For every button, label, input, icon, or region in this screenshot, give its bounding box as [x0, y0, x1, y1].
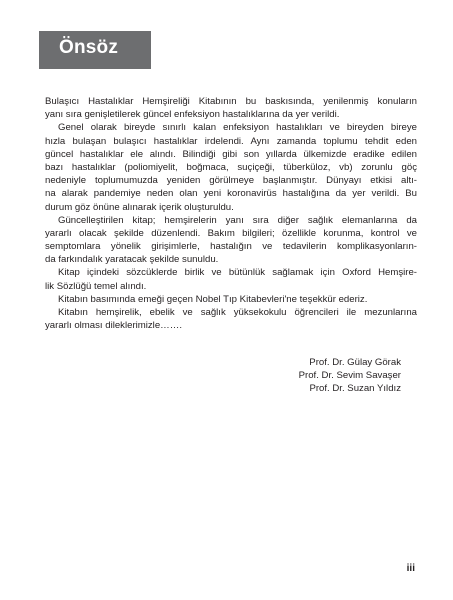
- text-line: da farkındalık yaratacak şekilde sunuldu.: [45, 254, 219, 266]
- author-name: Prof. Dr. Gülay Görak: [309, 357, 401, 368]
- page-heading: Önsöz: [59, 37, 119, 58]
- text-line: Güncelleştirilen kitap; hemşirelerin yanı sıra diğer sağlık elemanlarına da: [58, 214, 417, 226]
- text-line: Kitabın hemşirelik, ebelik ve sağlık yüksekokulu öğrencileri ile mezunlarına: [58, 307, 417, 318]
- text-line: yararlı olması dileklerimizle…….: [45, 320, 183, 332]
- text-line: bazı hastalıklar (poliomiyelit, boğmaca, suçiçeği, tüberküloz, vb) zorunlu göç: [45, 161, 417, 173]
- heading-banner: [39, 31, 151, 69]
- text-line: Kitabın basımında emeği geçen Nobel Tıp Kitabevleri'ne teşekkür ederiz.: [58, 293, 368, 305]
- text-line: durum göz önüne alınarak içerik oluşturuldu.: [45, 201, 234, 213]
- text-line: yanı sıra genişletilerek güncel enfeksiyon hastalıklarına da yer verildi.: [45, 109, 340, 121]
- text-line: semptomlara yönelik girişimlerle, hastalığın ve tedavilerin komplikasyonların-: [45, 241, 417, 253]
- preface-body: [45, 95, 417, 332]
- text-line: nedeniyle toplumumuzda yeniden görülmeye başlanmıştır. Dünyayı etkisi altı-: [45, 175, 417, 187]
- text-line: na alarak pandemiye neden olan yeni koronavirüs hastalığına da yer verildi. Bu: [45, 188, 417, 200]
- text-line: Kitap içindeki sözcüklerde birlik ve bütünlük sağlamak için Oxford Hemşire-: [58, 267, 417, 279]
- text-line: hızla bulaşan bulaşıcı hastalıklar irdelendi. Aynı zamanda toplumu tehdit eden: [45, 135, 417, 147]
- author-name: Prof. Dr. Suzan Yıldız: [309, 383, 401, 395]
- author-signatures: [299, 356, 401, 396]
- page-number: iii: [406, 563, 415, 574]
- text-line: Genel olarak bireyde sınırlı kalan enfeksiyon hastalıkları ve bireyden bireye: [58, 122, 417, 134]
- text-line: güncel hastalıklar ele alındı. Bilindiği gibi son yıllarda ülkemizde eradike edilen: [45, 148, 417, 160]
- author-name: Prof. Dr. Sevim Savaşer: [298, 370, 401, 382]
- text-line: yararlı olacak şekilde düzenlendi. Bakım bilgileri; özellikle korunma, kontrol ve: [45, 227, 417, 239]
- text-line: lik Sözlüğü temel alındı.: [45, 280, 147, 292]
- text-line: Bulaşıcı Hastalıklar Hemşireliği Kitabının bu baskısında, yenilenmiş konuların: [45, 96, 417, 107]
